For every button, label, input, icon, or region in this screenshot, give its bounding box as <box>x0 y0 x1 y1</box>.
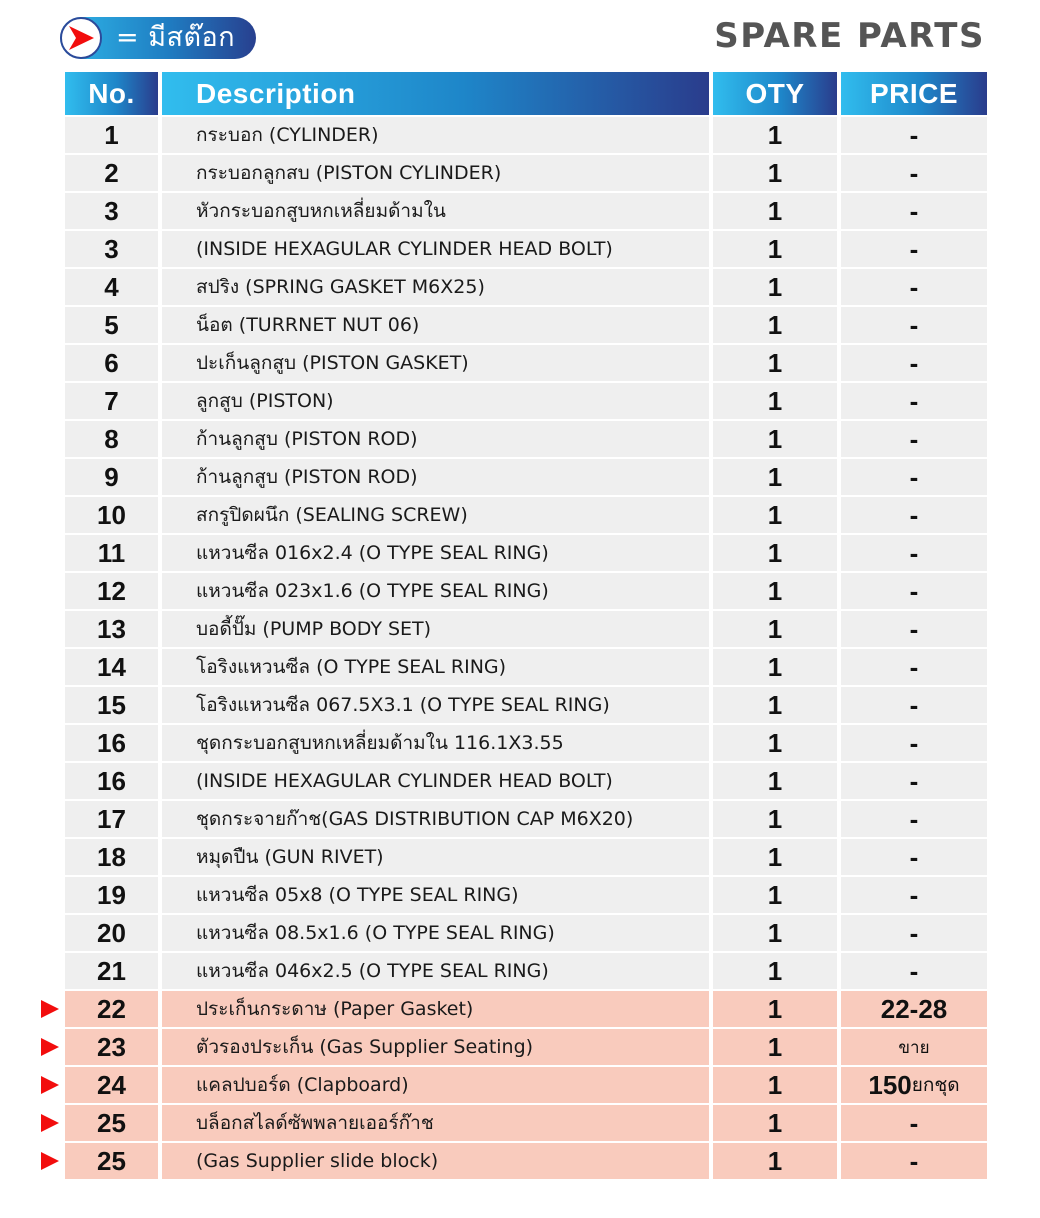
price-value: - <box>909 309 919 340</box>
cell-price <box>841 915 987 951</box>
cell-qty: 1 <box>713 573 837 609</box>
cell-price <box>841 155 987 191</box>
cell-description: ประเก็นกระดาษ (Paper Gasket) <box>162 991 709 1027</box>
cell-price <box>841 383 987 419</box>
cell-price <box>841 573 987 609</box>
red-arrow-icon <box>67 25 95 51</box>
cell-no: 9 <box>65 459 158 495</box>
cell-description: ก้านลูกสูบ (PISTON ROD) <box>162 459 709 495</box>
cell-qty: 1 <box>713 763 837 799</box>
price-value: - <box>909 1145 919 1176</box>
cell-description: บอดี้ปั๊ม (PUMP BODY SET) <box>162 611 709 647</box>
table-row <box>65 725 987 761</box>
cell-price <box>841 1143 987 1179</box>
cell-qty: 1 <box>713 345 837 381</box>
table-body <box>65 117 987 1179</box>
table-row <box>65 611 987 647</box>
cell-price <box>841 687 987 723</box>
legend-label: = มีสต๊อก <box>116 22 236 53</box>
cell-no: 20 <box>65 915 158 951</box>
cell-no: 16 <box>65 763 158 799</box>
price-value: - <box>909 119 919 150</box>
table-row <box>65 383 987 419</box>
price-value: - <box>909 271 919 302</box>
price-value: - <box>909 1107 919 1138</box>
table-row <box>65 1067 987 1103</box>
cell-price <box>841 459 987 495</box>
cell-no: 4 <box>65 269 158 305</box>
header-price: PRICE <box>841 72 987 115</box>
cell-no: 17 <box>65 801 158 837</box>
cell-qty: 1 <box>713 611 837 647</box>
header-qty: OTY <box>713 72 837 115</box>
cell-description: โอริงแหวนซีล (O TYPE SEAL RING) <box>162 649 709 685</box>
table-row <box>65 421 987 457</box>
in-stock-arrow-icon <box>41 1114 59 1132</box>
price-value: - <box>909 879 919 910</box>
in-stock-arrow-icon <box>41 1038 59 1056</box>
cell-qty: 1 <box>713 231 837 267</box>
cell-qty: 1 <box>713 535 837 571</box>
cell-qty: 1 <box>713 649 837 685</box>
spare-parts-table <box>65 72 987 1181</box>
cell-description: กระบอกลูกสบ (PISTON CYLINDER) <box>162 155 709 191</box>
price-value: - <box>909 423 919 454</box>
cell-description: สปริง (SPRING GASKET M6X25) <box>162 269 709 305</box>
cell-no: 22 <box>65 991 158 1027</box>
table-row <box>65 1029 987 1065</box>
in-stock-legend <box>60 17 256 59</box>
cell-price <box>841 1105 987 1141</box>
cell-price <box>841 1029 987 1065</box>
table-row <box>65 117 987 153</box>
price-value: - <box>909 461 919 492</box>
cell-qty: 1 <box>713 383 837 419</box>
cell-no: 3 <box>65 193 158 229</box>
table-row <box>65 991 987 1027</box>
cell-no: 16 <box>65 725 158 761</box>
cell-qty: 1 <box>713 1105 837 1141</box>
cell-no: 15 <box>65 687 158 723</box>
cell-description: ชุดกระจายก๊าช(GAS DISTRIBUTION CAP M6X20) <box>162 801 709 837</box>
cell-qty: 1 <box>713 877 837 913</box>
cell-qty: 1 <box>713 117 837 153</box>
price-value: - <box>909 157 919 188</box>
cell-description: (Gas Supplier slide block) <box>162 1143 709 1179</box>
price-value: - <box>909 917 919 948</box>
cell-qty: 1 <box>713 687 837 723</box>
cell-description: แหวนซีล 046x2.5 (O TYPE SEAL RING) <box>162 953 709 989</box>
price-value: - <box>909 499 919 530</box>
in-stock-arrow-icon <box>41 1152 59 1170</box>
cell-description: แหวนซีล 08.5x1.6 (O TYPE SEAL RING) <box>162 915 709 951</box>
cell-qty: 1 <box>713 155 837 191</box>
cell-description: แคลปบอร์ด (Clapboard) <box>162 1067 709 1103</box>
table-row <box>65 231 987 267</box>
table-row <box>65 573 987 609</box>
cell-price <box>841 877 987 913</box>
price-value: - <box>909 195 919 226</box>
in-stock-arrow-icon <box>41 1076 59 1094</box>
cell-no: 1 <box>65 117 158 153</box>
cell-price <box>841 801 987 837</box>
cell-price <box>841 307 987 343</box>
cell-price <box>841 649 987 685</box>
table-row <box>65 801 987 837</box>
cell-price <box>841 231 987 267</box>
cell-qty: 1 <box>713 953 837 989</box>
table-row <box>65 763 987 799</box>
cell-description: (INSIDE HEXAGULAR CYLINDER HEAD BOLT) <box>162 231 709 267</box>
cell-price <box>841 497 987 533</box>
cell-no: 24 <box>65 1067 158 1103</box>
cell-no: 14 <box>65 649 158 685</box>
page-title: SPARE PARTS <box>714 16 985 56</box>
cell-price <box>841 117 987 153</box>
price-value: - <box>909 689 919 720</box>
price-value: - <box>909 233 919 264</box>
price-value: - <box>909 841 919 872</box>
cell-no: 6 <box>65 345 158 381</box>
cell-description: โอริงแหวนซีล 067.5X3.1 (O TYPE SEAL RING) <box>162 687 709 723</box>
cell-description: ลูกสูบ (PISTON) <box>162 383 709 419</box>
table-header-row <box>65 72 987 115</box>
cell-qty: 1 <box>713 497 837 533</box>
cell-no: 11 <box>65 535 158 571</box>
table-row <box>65 953 987 989</box>
table-row <box>65 269 987 305</box>
cell-price <box>841 953 987 989</box>
price-value: - <box>909 651 919 682</box>
cell-no: 2 <box>65 155 158 191</box>
cell-qty: 1 <box>713 1067 837 1103</box>
cell-description: แหวนซีล 016x2.4 (O TYPE SEAL RING) <box>162 535 709 571</box>
cell-no: 13 <box>65 611 158 647</box>
cell-description: หัวกระบอกสูบหกเหลี่ยมด้ามใน <box>162 193 709 229</box>
table-row <box>65 877 987 913</box>
cell-qty: 1 <box>713 839 837 875</box>
price-value: - <box>909 575 919 606</box>
cell-description: ก้านลูกสูบ (PISTON ROD) <box>162 421 709 457</box>
cell-no: 8 <box>65 421 158 457</box>
cell-price <box>841 991 987 1027</box>
cell-qty: 1 <box>713 421 837 457</box>
price-value: - <box>909 613 919 644</box>
cell-price <box>841 535 987 571</box>
cell-price <box>841 421 987 457</box>
table-row <box>65 535 987 571</box>
cell-price <box>841 1067 987 1103</box>
cell-description: ปะเก็นลูกสูบ (PISTON GASKET) <box>162 345 709 381</box>
header-description: Description <box>162 72 709 115</box>
cell-qty: 1 <box>713 1143 837 1179</box>
cell-description: แหวนซีล 05x8 (O TYPE SEAL RING) <box>162 877 709 913</box>
cell-no: 5 <box>65 307 158 343</box>
cell-no: 7 <box>65 383 158 419</box>
price-value: - <box>909 347 919 378</box>
cell-no: 25 <box>65 1143 158 1179</box>
table-row <box>65 459 987 495</box>
cell-price <box>841 611 987 647</box>
table-row <box>65 649 987 685</box>
cell-no: 25 <box>65 1105 158 1141</box>
cell-price <box>841 839 987 875</box>
cell-description: หมุดปืน (GUN RIVET) <box>162 839 709 875</box>
cell-no: 19 <box>65 877 158 913</box>
price-value: ขาย <box>898 1037 930 1058</box>
table-row <box>65 1105 987 1141</box>
price-value: - <box>909 727 919 758</box>
cell-price <box>841 763 987 799</box>
table-row <box>65 1143 987 1179</box>
cell-description: แหวนซีล 023x1.6 (O TYPE SEAL RING) <box>162 573 709 609</box>
cell-qty: 1 <box>713 1029 837 1065</box>
table-row <box>65 915 987 951</box>
price-value: - <box>909 537 919 568</box>
cell-no: 12 <box>65 573 158 609</box>
table-row <box>65 307 987 343</box>
cell-qty: 1 <box>713 459 837 495</box>
cell-qty: 1 <box>713 193 837 229</box>
price-value: - <box>909 803 919 834</box>
table-row <box>65 193 987 229</box>
cell-price <box>841 345 987 381</box>
table-row <box>65 155 987 191</box>
cell-description: บล็อกสไลด์ซัพพลายเออร์ก๊าช <box>162 1105 709 1141</box>
table-row <box>65 687 987 723</box>
cell-price <box>841 725 987 761</box>
cell-qty: 1 <box>713 801 837 837</box>
cell-qty: 1 <box>713 991 837 1027</box>
cell-qty: 1 <box>713 915 837 951</box>
cell-no: 23 <box>65 1029 158 1065</box>
price-suffix: ยกชุด <box>911 1074 960 1096</box>
cell-price <box>841 193 987 229</box>
cell-no: 10 <box>65 497 158 533</box>
cell-no: 21 <box>65 953 158 989</box>
cell-qty: 1 <box>713 269 837 305</box>
in-stock-arrow-icon <box>41 1000 59 1018</box>
cell-description: น็อต (TURRNET NUT 06) <box>162 307 709 343</box>
table-row <box>65 497 987 533</box>
price-value: - <box>909 955 919 986</box>
cell-price <box>841 269 987 305</box>
header-no: No. <box>65 72 158 115</box>
cell-no: 3 <box>65 231 158 267</box>
price-value: - <box>909 765 919 796</box>
cell-qty: 1 <box>713 307 837 343</box>
table-row <box>65 345 987 381</box>
price-value: 150 <box>868 1069 912 1100</box>
cell-description: (INSIDE HEXAGULAR CYLINDER HEAD BOLT) <box>162 763 709 799</box>
cell-no: 18 <box>65 839 158 875</box>
cell-description: ชุดกระบอกสูบหกเหลี่ยมด้ามใน 116.1X3.55 <box>162 725 709 761</box>
table-row <box>65 839 987 875</box>
cell-description: ตัวรองประเก็น (Gas Supplier Seating) <box>162 1029 709 1065</box>
cell-description: กระบอก (CYLINDER) <box>162 117 709 153</box>
legend-circle <box>60 17 102 59</box>
price-value: 22-28 <box>880 993 948 1024</box>
cell-qty: 1 <box>713 725 837 761</box>
price-value: - <box>909 385 919 416</box>
cell-description: สกรูปิดผนึก (SEALING SCREW) <box>162 497 709 533</box>
